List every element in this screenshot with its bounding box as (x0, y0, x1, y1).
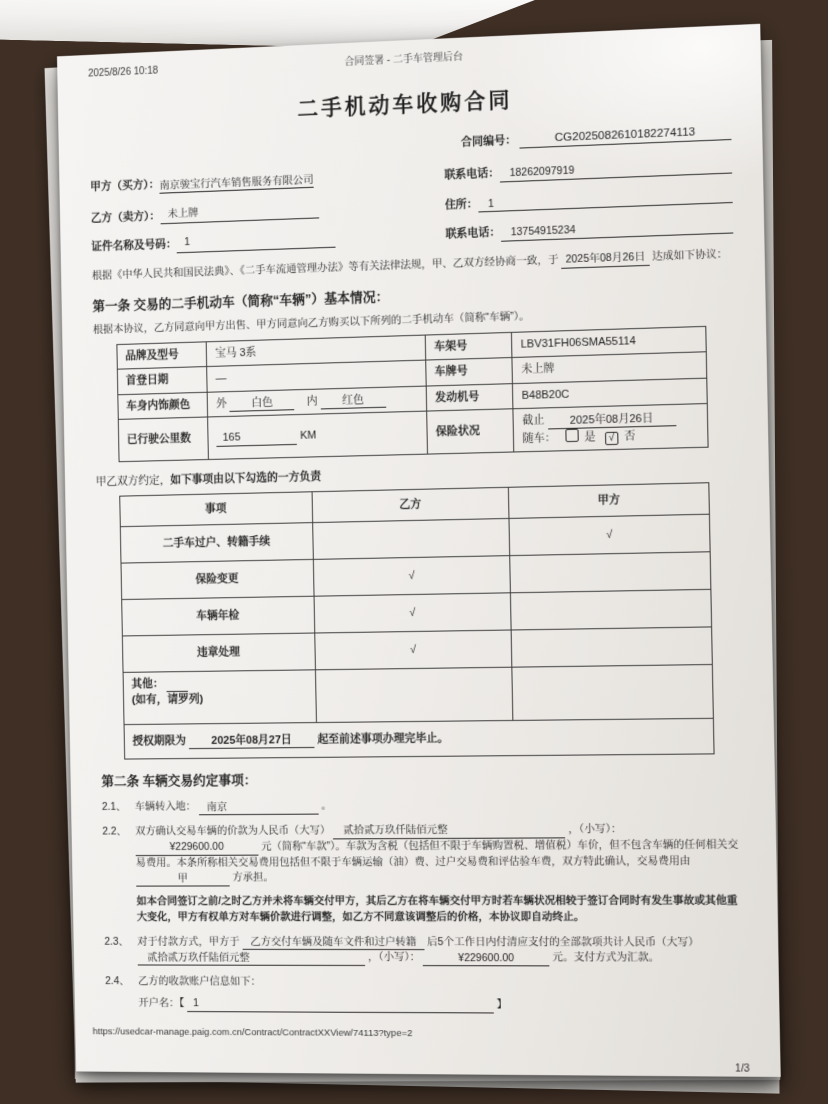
insurance-until-label: 截止 (522, 414, 545, 428)
clause-2-3-mid1: 后5个工作日内付清应支付的全部款项共计人民币（大写） (427, 935, 700, 949)
resp-insurance-buyer-mark (510, 552, 711, 593)
clause-2-4-number: 2.4、 (105, 975, 130, 988)
seller-address-value: 1 (478, 189, 733, 213)
clause-2-2-pre: 双方确认交易车辆的价款为人民币（大写） (135, 824, 331, 838)
brand-label: 品牌及型号 (117, 342, 207, 370)
clause-2-3-number: 2.3、 (104, 935, 129, 948)
buyer-phone-value: 18262097919 (499, 159, 732, 183)
seller-address-field (445, 187, 733, 214)
engine-value: B48B20C (513, 378, 708, 409)
print-header-title: 合同签署 - 二手车管理后台 (344, 51, 463, 68)
insurance-until-date: 2025年08月26日 (547, 411, 676, 430)
clause-2-1-post: 。 (321, 799, 332, 812)
page-number: 1/3 (735, 1063, 750, 1075)
clause-2-3-pre: 对于付款方式，甲方于 (137, 935, 240, 948)
clause-2-2-number: 2.2、 (102, 825, 127, 838)
clause-2-3-mid2: ，（小写）： (367, 951, 421, 964)
clause-2-4 (105, 974, 748, 1014)
payment-condition-value: 乙方交付车辆及随车文件和过户转籍 (242, 936, 424, 951)
preamble-text-pre: 根据《中华人民共和国民法典》、《二手车流通管理办法》等有关法律法规，甲、乙双方经协商一致，于 (91, 253, 559, 282)
auth-date: 2025年08月27日 (189, 733, 315, 749)
party-fields (90, 154, 733, 256)
resp-header-item: 事项 (120, 492, 313, 527)
resp-inspection-buyer-mark (511, 589, 712, 630)
preamble-text-post: 达成如下协议： (652, 247, 728, 263)
transfer-place-value: 南京 (199, 800, 319, 815)
resp-other-note: (如有，请罗列) (131, 693, 204, 707)
fee-bearer-value: 甲 (136, 872, 230, 887)
clause-2-2-post: 方承担。 (232, 871, 274, 884)
account-name-line (138, 996, 748, 1014)
contract-number-label: 合同编号： (460, 134, 517, 149)
vin-label: 车架号 (425, 332, 512, 360)
section1-intro: 根据本协议，乙方同意向甲方出售、甲方同意向乙方购买以下所列的二手机动车（简称“车辆”）。 (92, 310, 530, 337)
account-name-value: 1 (187, 997, 494, 1013)
clause-2-3-post: 元。支付方式为汇款。 (552, 951, 660, 964)
print-footer-url: https://usedcar-manage.paig.com.cn/Contract/ContractXXView/74113?type=2 (92, 1025, 413, 1039)
resp-other-buyer-mark (512, 664, 714, 720)
payment-amount-numeric: ¥229600.00 (423, 952, 550, 967)
resp-other-cell (123, 670, 317, 725)
mileage-value: 165 (217, 429, 298, 446)
print-header-spacer (536, 37, 729, 46)
insurance-with-line (522, 425, 699, 447)
clause-2-2-mid2: 元（简称“车款”）。车款为含税（包括但不限于车辆购置税、增值税）车价，但不包含车辆的任何相关交易费用。本条所称相关交易费用包括但不限于车辆运输（油）费、过户交易费和评估验车费，双方特此确认，交易费用由 (135, 838, 739, 869)
auth-text-pre: 授权期限为 (132, 734, 187, 748)
resp-item-inspection: 车辆年检 (122, 596, 315, 636)
mileage-unit: KM (300, 429, 317, 442)
resp-item-insurance: 保险变更 (121, 559, 314, 599)
responsibility-note-pre: 甲乙双方约定， (95, 475, 171, 489)
seller-phone-label: 联系电话： (445, 227, 501, 242)
seller-phone-value: 13754915234 (500, 219, 733, 242)
insurance-yes-label: 是 (584, 431, 596, 444)
color-interior-label: 内 (306, 395, 318, 408)
clause-2-1-number: 2.1、 (101, 801, 127, 814)
clause-2-1-pre: 车辆转入地： (134, 800, 197, 814)
seller-id-value: 1 (176, 231, 335, 253)
responsibility-note-bold: 如下事项由以下勾选的一方负责 (170, 471, 322, 487)
buyer-name-field (90, 166, 444, 199)
resp-transfer-buyer-mark: √ (509, 514, 710, 555)
print-datetime: 2025/8/26 10:18 (88, 65, 159, 80)
resp-inspection-seller-mark: √ (314, 593, 511, 633)
plate-label: 车牌号 (426, 358, 513, 386)
first-reg-value: — (207, 360, 426, 392)
section2-clauses (102, 796, 749, 1014)
contract-page (57, 24, 781, 1077)
mileage-value-cell (208, 411, 428, 459)
seller-id-field (91, 227, 445, 256)
seller-name-value: 未上牌 (160, 202, 319, 224)
buyer-label: 甲方（买方）： (90, 178, 160, 194)
buyer-phone-label: 联系电话： (444, 167, 500, 183)
seller-label: 乙方（卖方）： (90, 210, 161, 225)
buyer-phone-field (444, 154, 732, 184)
insurance-value-cell (513, 404, 708, 452)
resp-auth-row (124, 718, 715, 759)
auth-text-post: 起至前述事项办理完毕止。 (317, 732, 449, 746)
insurance-no-checkbox (605, 432, 618, 445)
clause-2-4-intro: 乙方的收款账户信息如下： (137, 975, 261, 988)
engine-label: 发动机号 (426, 384, 513, 412)
resp-header-buyer: 甲方 (509, 483, 710, 519)
price-amount-chinese: 贰拾贰万玖仟陆佰元整 (333, 823, 565, 839)
resp-header-seller: 乙方 (312, 487, 509, 522)
contract-number-value: CG2025082610182274113 (519, 124, 731, 149)
checkbox-check-mark: √ (608, 432, 615, 444)
resp-other-seller-mark (316, 667, 514, 722)
seller-id-label: 证件名称及号码： (91, 238, 177, 254)
resp-item-violations: 违章处理 (122, 633, 315, 672)
agreement-date: 2025年08月26日 (561, 251, 649, 269)
account-name-label: 开户名：【 (138, 996, 185, 1009)
resp-transfer-seller-mark (313, 518, 510, 559)
insurance-with-label: 随车： (522, 432, 556, 446)
clause-2-2-mid1: ，（小写）： (568, 823, 622, 836)
clause-2-2-bold-paragraph: 如本合同签订之前/之时乙方并未将车辆交付甲方，其后乙方在将车辆交付甲方时若车辆状况相较于签订合同时有发生事故或其他重大变化，甲方有权单方对车辆价款进行调整，如乙方不同意该调整后的价格，本协议即自动终止。 (136, 894, 738, 923)
section1-heading: 第一条 交易的二手机动车（简称“车辆”）基本情况： (92, 288, 389, 314)
resp-violations-buyer-mark (511, 627, 712, 667)
mileage-label: 已行驶公里数 (118, 417, 209, 462)
seller-phone-field (445, 217, 733, 244)
seller-name-field (91, 198, 445, 228)
responsibility-table (119, 482, 715, 759)
clause-2-2 (102, 821, 747, 925)
insurance-no-label: 否 (624, 430, 636, 443)
brand-value: 宝马 3系 (207, 335, 426, 367)
color-interior-value: 红色 (320, 393, 386, 410)
insurance-label: 保险状况 (427, 409, 514, 454)
color-exterior-label: 外 (215, 398, 227, 411)
clause-2-1 (102, 796, 745, 816)
resp-violations-seller-mark: √ (315, 630, 512, 670)
clause-2-3 (104, 935, 747, 967)
resp-other-label: 其他： (131, 678, 164, 691)
payment-amount-chinese: 贰拾贰万玖仟陆佰元整 (137, 951, 365, 966)
price-amount-numeric: ¥229600.00 (135, 841, 258, 856)
buyer-name-value: 南京骏宝行汽车销售服务有限公司 (159, 173, 314, 192)
print-footer (92, 1025, 750, 1077)
resp-insurance-seller-mark: √ (313, 556, 510, 597)
clause-2-1-text (135, 796, 745, 816)
resp-item-transfer: 二手车过户、转籍手续 (120, 522, 313, 563)
color-exterior-value: 白色 (230, 395, 295, 412)
resp-auth-cell (124, 718, 715, 759)
section2-heading: 第二条 车辆交易约定事项： (101, 772, 257, 789)
first-reg-label: 首登日期 (117, 367, 207, 395)
account-name-bracket: 】 (496, 998, 508, 1011)
plate-value: 未上牌 (512, 352, 707, 383)
clause-2-2-text (135, 821, 747, 925)
seller-address-label: 住所： (444, 198, 479, 212)
color-label: 车身内饰颜色 (118, 392, 208, 420)
insurance-yes-checkbox (565, 429, 578, 442)
vin-value: LBV31FH06SMA55114 (512, 326, 707, 358)
contract-title: 二手机动车收购合同 (297, 88, 513, 121)
resp-row-other (123, 664, 714, 724)
clause-2-4-text (138, 974, 749, 1014)
vehicle-info-table (116, 326, 709, 463)
clause-2-3-text (137, 935, 747, 967)
